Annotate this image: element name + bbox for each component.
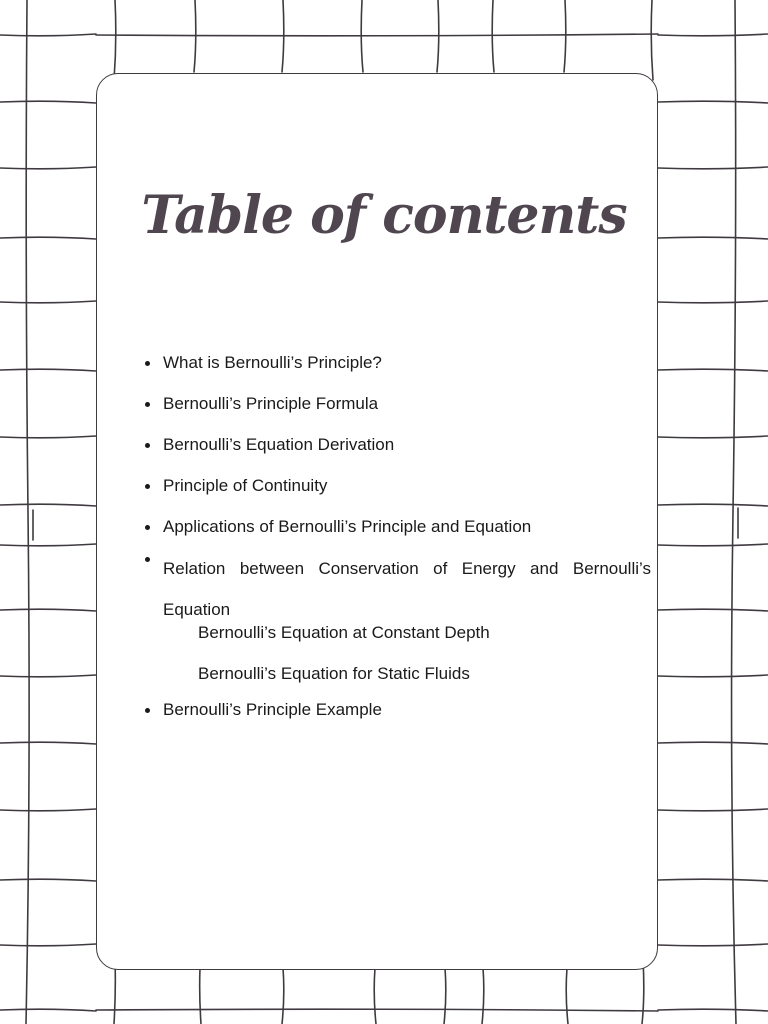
toc-subitem: Bernoulli’s Equation at Constant Depth bbox=[198, 623, 490, 642]
page-title: Table of contents bbox=[141, 185, 627, 246]
toc-item: Bernoulli’s Principle Formula bbox=[163, 393, 651, 415]
toc-item: What is Bernoulli’s Principle? bbox=[163, 352, 651, 374]
toc-item: Applications of Bernoulli’s Principle and Equation bbox=[163, 516, 651, 538]
toc-item: Bernoulli’s Equation Derivation bbox=[163, 434, 651, 456]
toc-subitem: Bernoulli’s Equation for Static Fluids bbox=[198, 664, 470, 683]
toc-item: Bernoulli’s Principle Example bbox=[163, 699, 651, 721]
toc-item: Relation between Conservation of Energy and Bernoulli’s Equation bbox=[163, 548, 651, 630]
table-of-contents bbox=[163, 352, 651, 721]
toc-subitems bbox=[163, 622, 651, 685]
toc-sublist bbox=[163, 622, 651, 685]
toc-item: Principle of Continuity bbox=[163, 475, 651, 497]
